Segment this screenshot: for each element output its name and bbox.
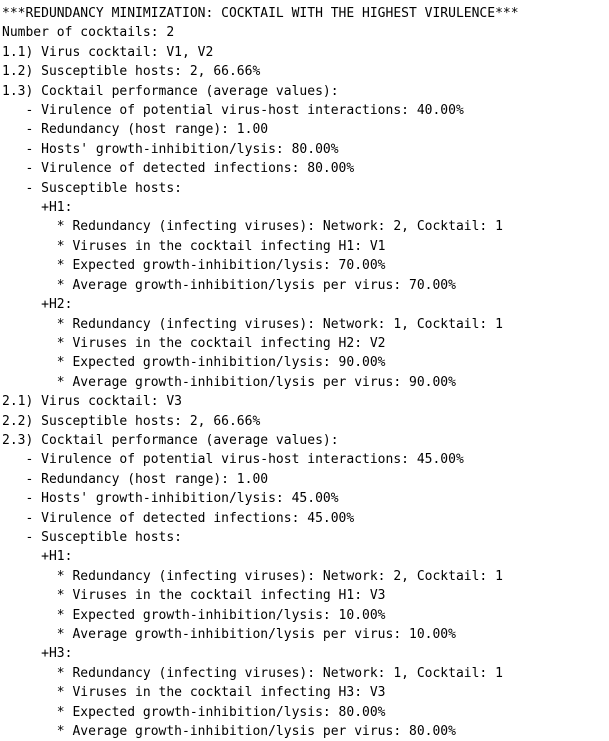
- report-line: - Redundancy (host range): 1.00: [2, 471, 269, 487]
- report-title-line: ***REDUNDANCY MINIMIZATION: COCKTAIL WITH THE HIGHEST VIRULENCE***: [2, 6, 519, 21]
- report-line: * Viruses in the cocktail infecting H3: V3: [2, 685, 386, 701]
- report-line: - Susceptible hosts:: [2, 180, 183, 196]
- report-line: * Viruses in the cocktail infecting H1: V1: [2, 238, 386, 254]
- report-line: +H2:: [2, 297, 73, 313]
- report-line: * Average growth-inhibition/lysis per virus: 80.00%: [2, 724, 456, 740]
- report-line: 2.3) Cocktail performance (average values):: [2, 432, 339, 448]
- report-line: - Hosts' growth-inhibition/lysis: 80.00%: [2, 141, 339, 157]
- report-line: * Average growth-inhibition/lysis per virus: 10.00%: [2, 627, 456, 642]
- report-line: +H1:: [2, 200, 73, 216]
- report-line: +H1:: [2, 549, 73, 565]
- report-line: 2.1) Virus cocktail: V3: [2, 394, 183, 410]
- report-line: * Expected growth-inhibition/lysis: 80.00%: [2, 704, 386, 720]
- report-line: - Virulence of potential virus-host interactions: 45.00%: [2, 452, 464, 468]
- report-line: * Average growth-inhibition/lysis per virus: 70.00%: [2, 277, 456, 293]
- report-line: 1.3) Cocktail performance (average values):: [2, 83, 339, 99]
- report-line: 1.1) Virus cocktail: V1, V2: [2, 44, 214, 60]
- report-line: * Redundancy (infecting viruses): Network: 2, Cocktail: 1: [2, 568, 503, 584]
- report-line: - Susceptible hosts:: [2, 529, 183, 545]
- report-line: 2.2) Susceptible hosts: 2, 66.66%: [2, 413, 261, 429]
- report-line: - Redundancy (host range): 1.00: [2, 122, 269, 138]
- report-line: * Expected growth-inhibition/lysis: 70.00%: [2, 258, 386, 274]
- report-line: +H3:: [2, 646, 73, 662]
- report-line: - Virulence of potential virus-host interactions: 40.00%: [2, 103, 464, 119]
- report-line: 1.2) Susceptible hosts: 2, 66.66%: [2, 64, 261, 80]
- report-line: * Viruses in the cocktail infecting H2: V2: [2, 335, 386, 351]
- report-line: * Redundancy (infecting viruses): Network: 1, Cocktail: 1: [2, 665, 503, 681]
- report-line: Number of cocktails: 2: [2, 25, 175, 41]
- report-line: - Virulence of detected infections: 45.00%: [2, 510, 355, 526]
- report-line: * Expected growth-inhibition/lysis: 90.00%: [2, 355, 386, 371]
- report-line: * Expected growth-inhibition/lysis: 10.00%: [2, 607, 386, 623]
- report-line: * Average growth-inhibition/lysis per virus: 90.00%: [2, 374, 456, 390]
- report-line: - Hosts' growth-inhibition/lysis: 45.00%: [2, 491, 339, 507]
- report-line: * Redundancy (infecting viruses): Network: 2, Cocktail: 1: [2, 219, 503, 235]
- report-line: - Virulence of detected infections: 80.00%: [2, 161, 355, 177]
- report-line: * Viruses in the cocktail infecting H1: V3: [2, 588, 386, 604]
- report-line: * Redundancy (infecting viruses): Network: 1, Cocktail: 1: [2, 316, 503, 332]
